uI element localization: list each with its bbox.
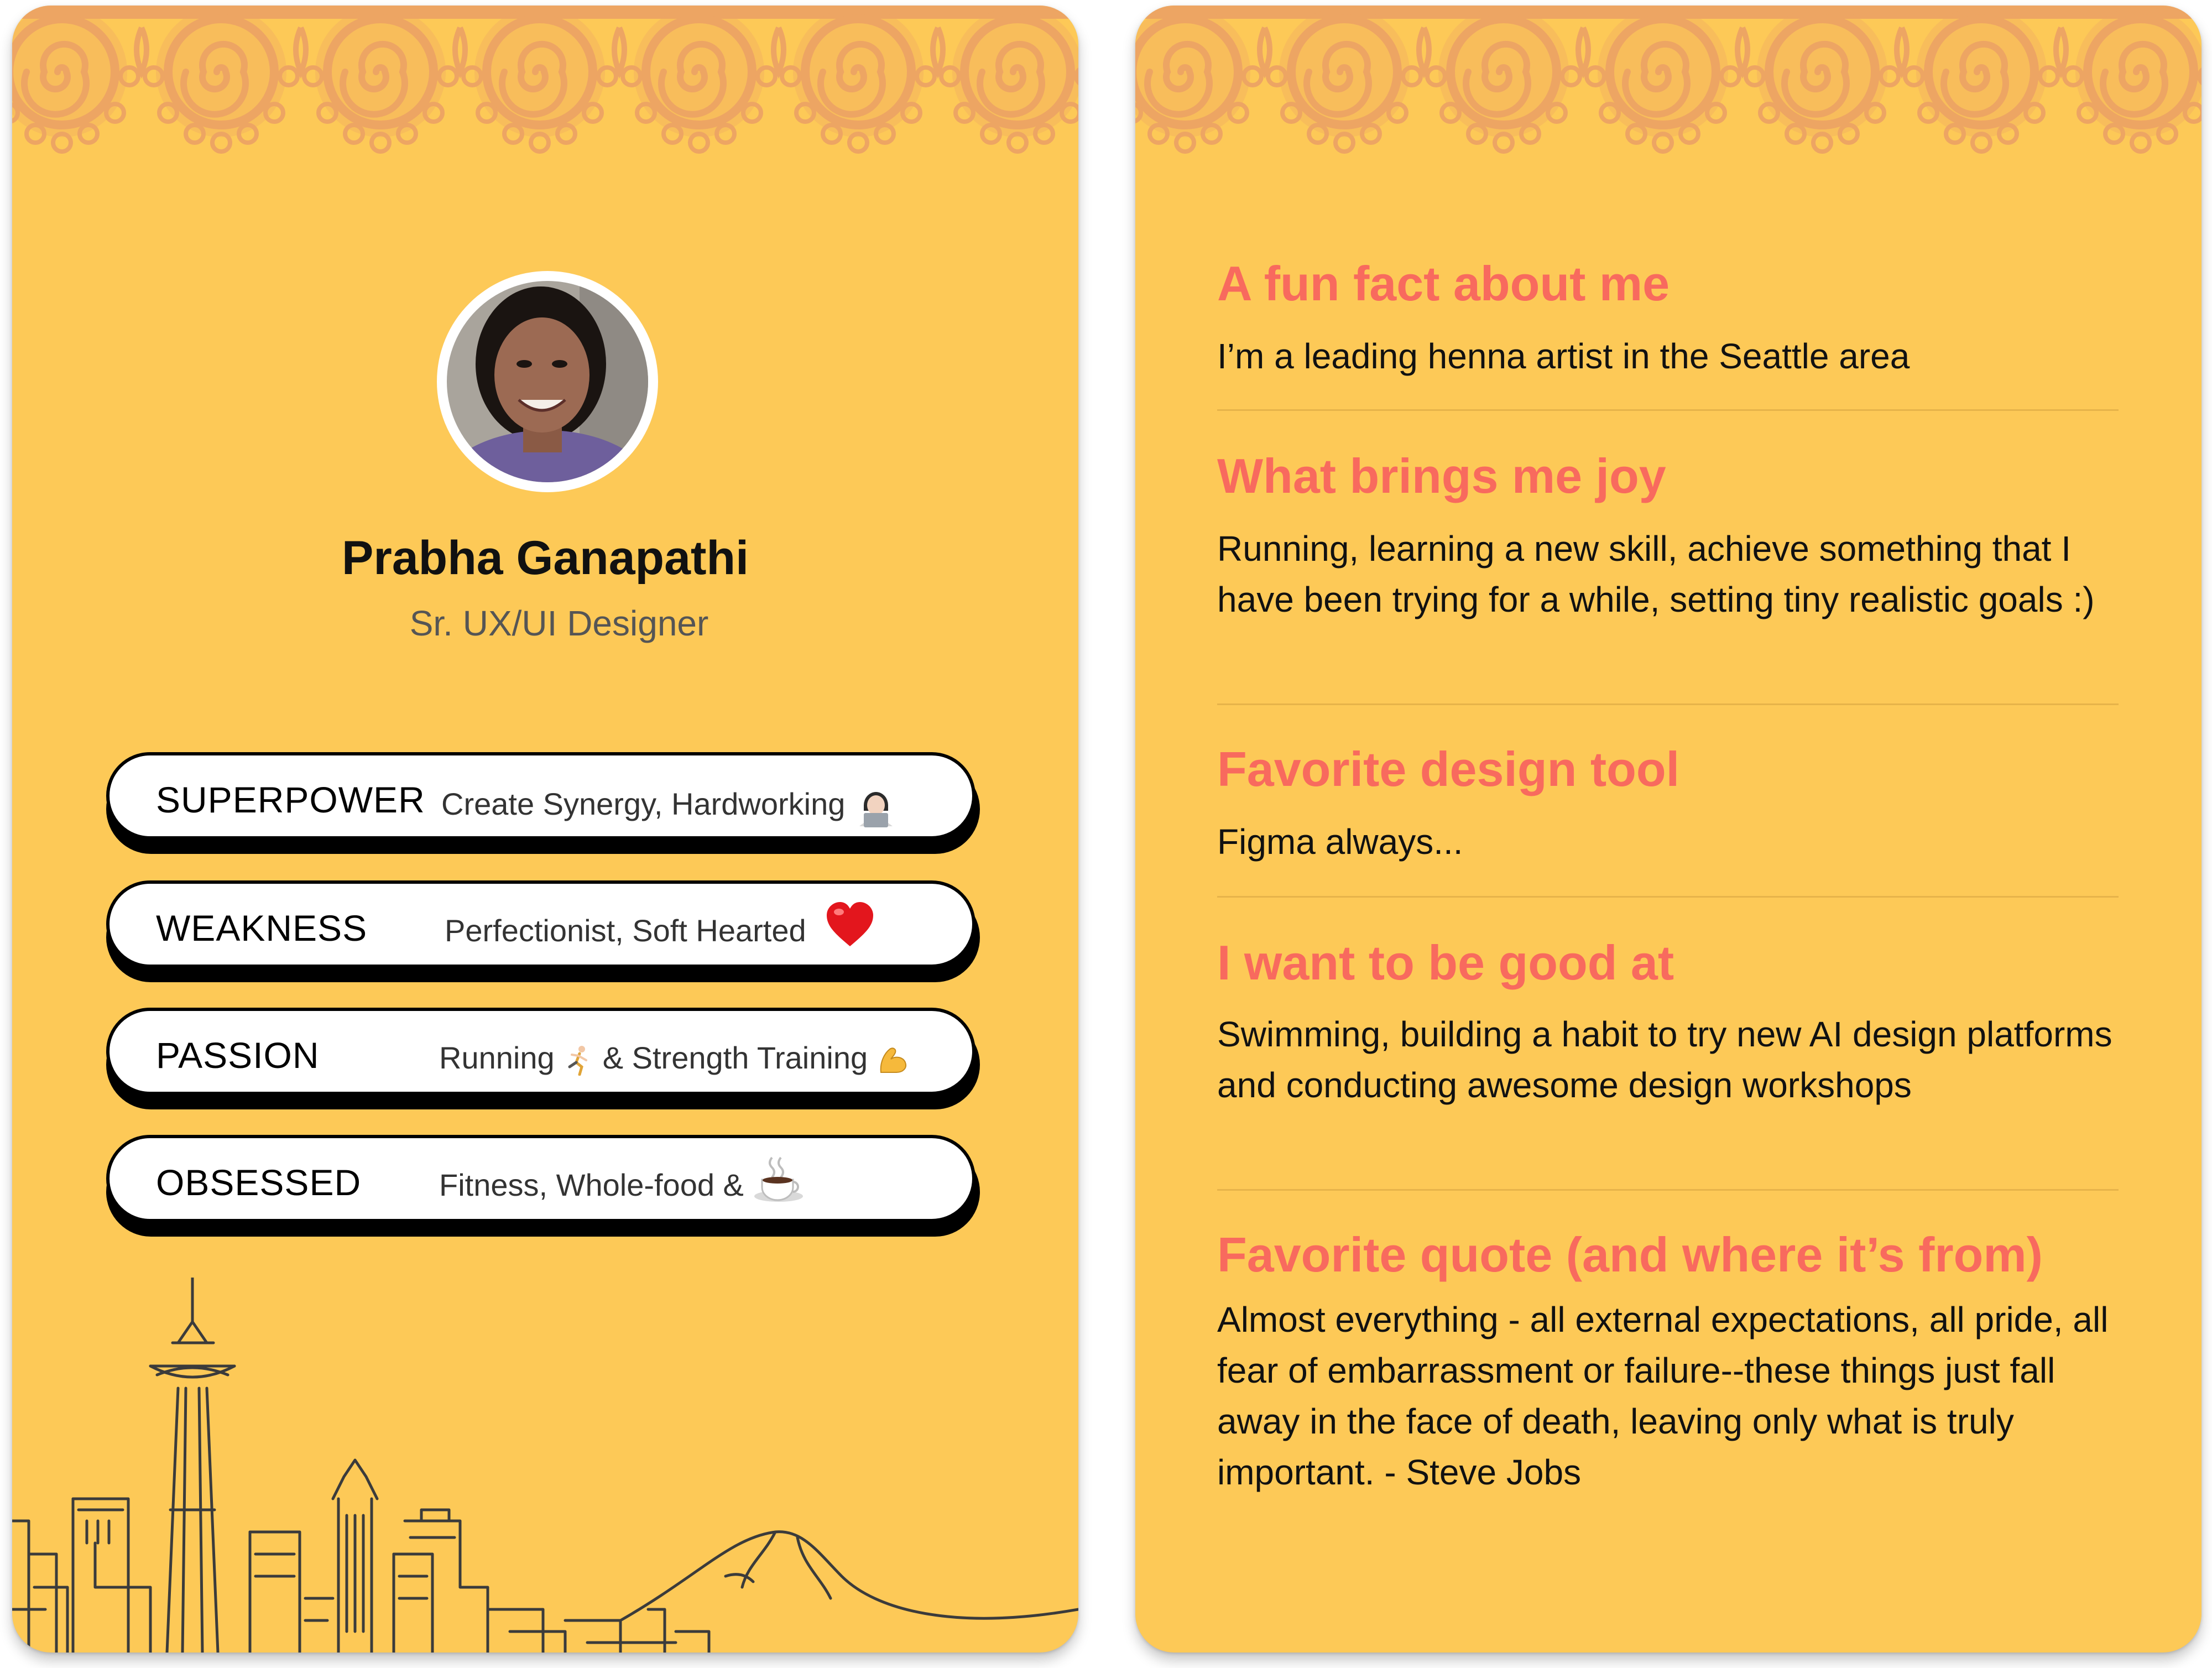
qa-heading-design-tool: Favorite design tool xyxy=(1217,742,1680,796)
trait-pill xyxy=(106,1008,975,1095)
trait-value-text: Fitness, Whole-food & xyxy=(439,1167,744,1202)
trait-superpower xyxy=(106,752,980,852)
qa-answer-design-tool: Figma always... xyxy=(1217,822,1463,862)
about-me-card xyxy=(1135,6,2201,1653)
runner-icon xyxy=(563,1045,594,1076)
trait-pill xyxy=(106,880,975,968)
trait-label: SUPERPOWER xyxy=(156,779,425,820)
trait-label: PASSION xyxy=(156,1035,320,1076)
qa-heading-joy: What brings me joy xyxy=(1217,449,1666,503)
qa-heading-quote: Favorite quote (and where it’s from) xyxy=(1217,1227,2043,1282)
avatar-photo xyxy=(447,281,648,482)
trait-value xyxy=(445,913,875,951)
qa-heading-good-at: I want to be good at xyxy=(1217,935,1674,990)
person-role: Sr. UX/UI Designer xyxy=(409,603,709,643)
trait-passion xyxy=(106,1008,980,1107)
trait-obsessed xyxy=(106,1135,980,1234)
section-divider xyxy=(1217,1189,2119,1191)
red-heart-icon xyxy=(825,900,875,951)
henna-border-pattern xyxy=(12,6,1078,160)
trait-label: OBSESSED xyxy=(156,1162,362,1203)
trait-value-text-a: Running xyxy=(439,1040,555,1075)
profile-card xyxy=(12,6,1078,1653)
person-with-laptop-icon xyxy=(854,784,898,828)
avatar xyxy=(437,271,658,492)
qa-heading-fun-fact: A fun fact about me xyxy=(1217,256,1670,311)
henna-border-pattern xyxy=(1135,6,2201,160)
trait-pill xyxy=(106,752,975,840)
qa-answer-quote: Almost everything - all external expectations, all pride, all fear of embarrassment or failure--these things just fall away in the face of death, leaving only what is truly important. - Steve Jobs xyxy=(1217,1300,2109,1492)
trait-value xyxy=(439,1040,910,1077)
trait-value xyxy=(441,784,898,828)
trait-label: WEAKNESS xyxy=(156,908,368,948)
qa-answer-fun-fact: I’m a leading henna artist in the Seattle area xyxy=(1217,336,1910,376)
person-name: Prabha Ganapathi xyxy=(342,531,749,585)
trait-value xyxy=(439,1167,805,1203)
trait-value-text-b: & Strength Training xyxy=(602,1040,868,1075)
seattle-skyline-illustration xyxy=(12,1278,1078,1653)
section-divider xyxy=(1217,896,2119,898)
hot-coffee-icon xyxy=(752,1155,805,1203)
flexed-biceps-icon xyxy=(877,1044,910,1077)
section-divider xyxy=(1217,409,2119,411)
trait-weakness xyxy=(106,880,980,980)
trait-value-text: Perfectionist, Soft Hearted xyxy=(445,913,806,948)
qa-answer-joy: Running, learning a new skill, achieve something that I have been trying for a while, setting tiny realistic goals :) xyxy=(1217,529,2095,619)
trait-value-text: Create Synergy, Hardworking xyxy=(441,786,846,821)
section-divider xyxy=(1217,703,2119,705)
qa-answer-good-at: Swimming, building a habit to try new AI design platforms and conducting awesome design workshops xyxy=(1217,1014,2112,1105)
trait-pill xyxy=(106,1135,975,1222)
